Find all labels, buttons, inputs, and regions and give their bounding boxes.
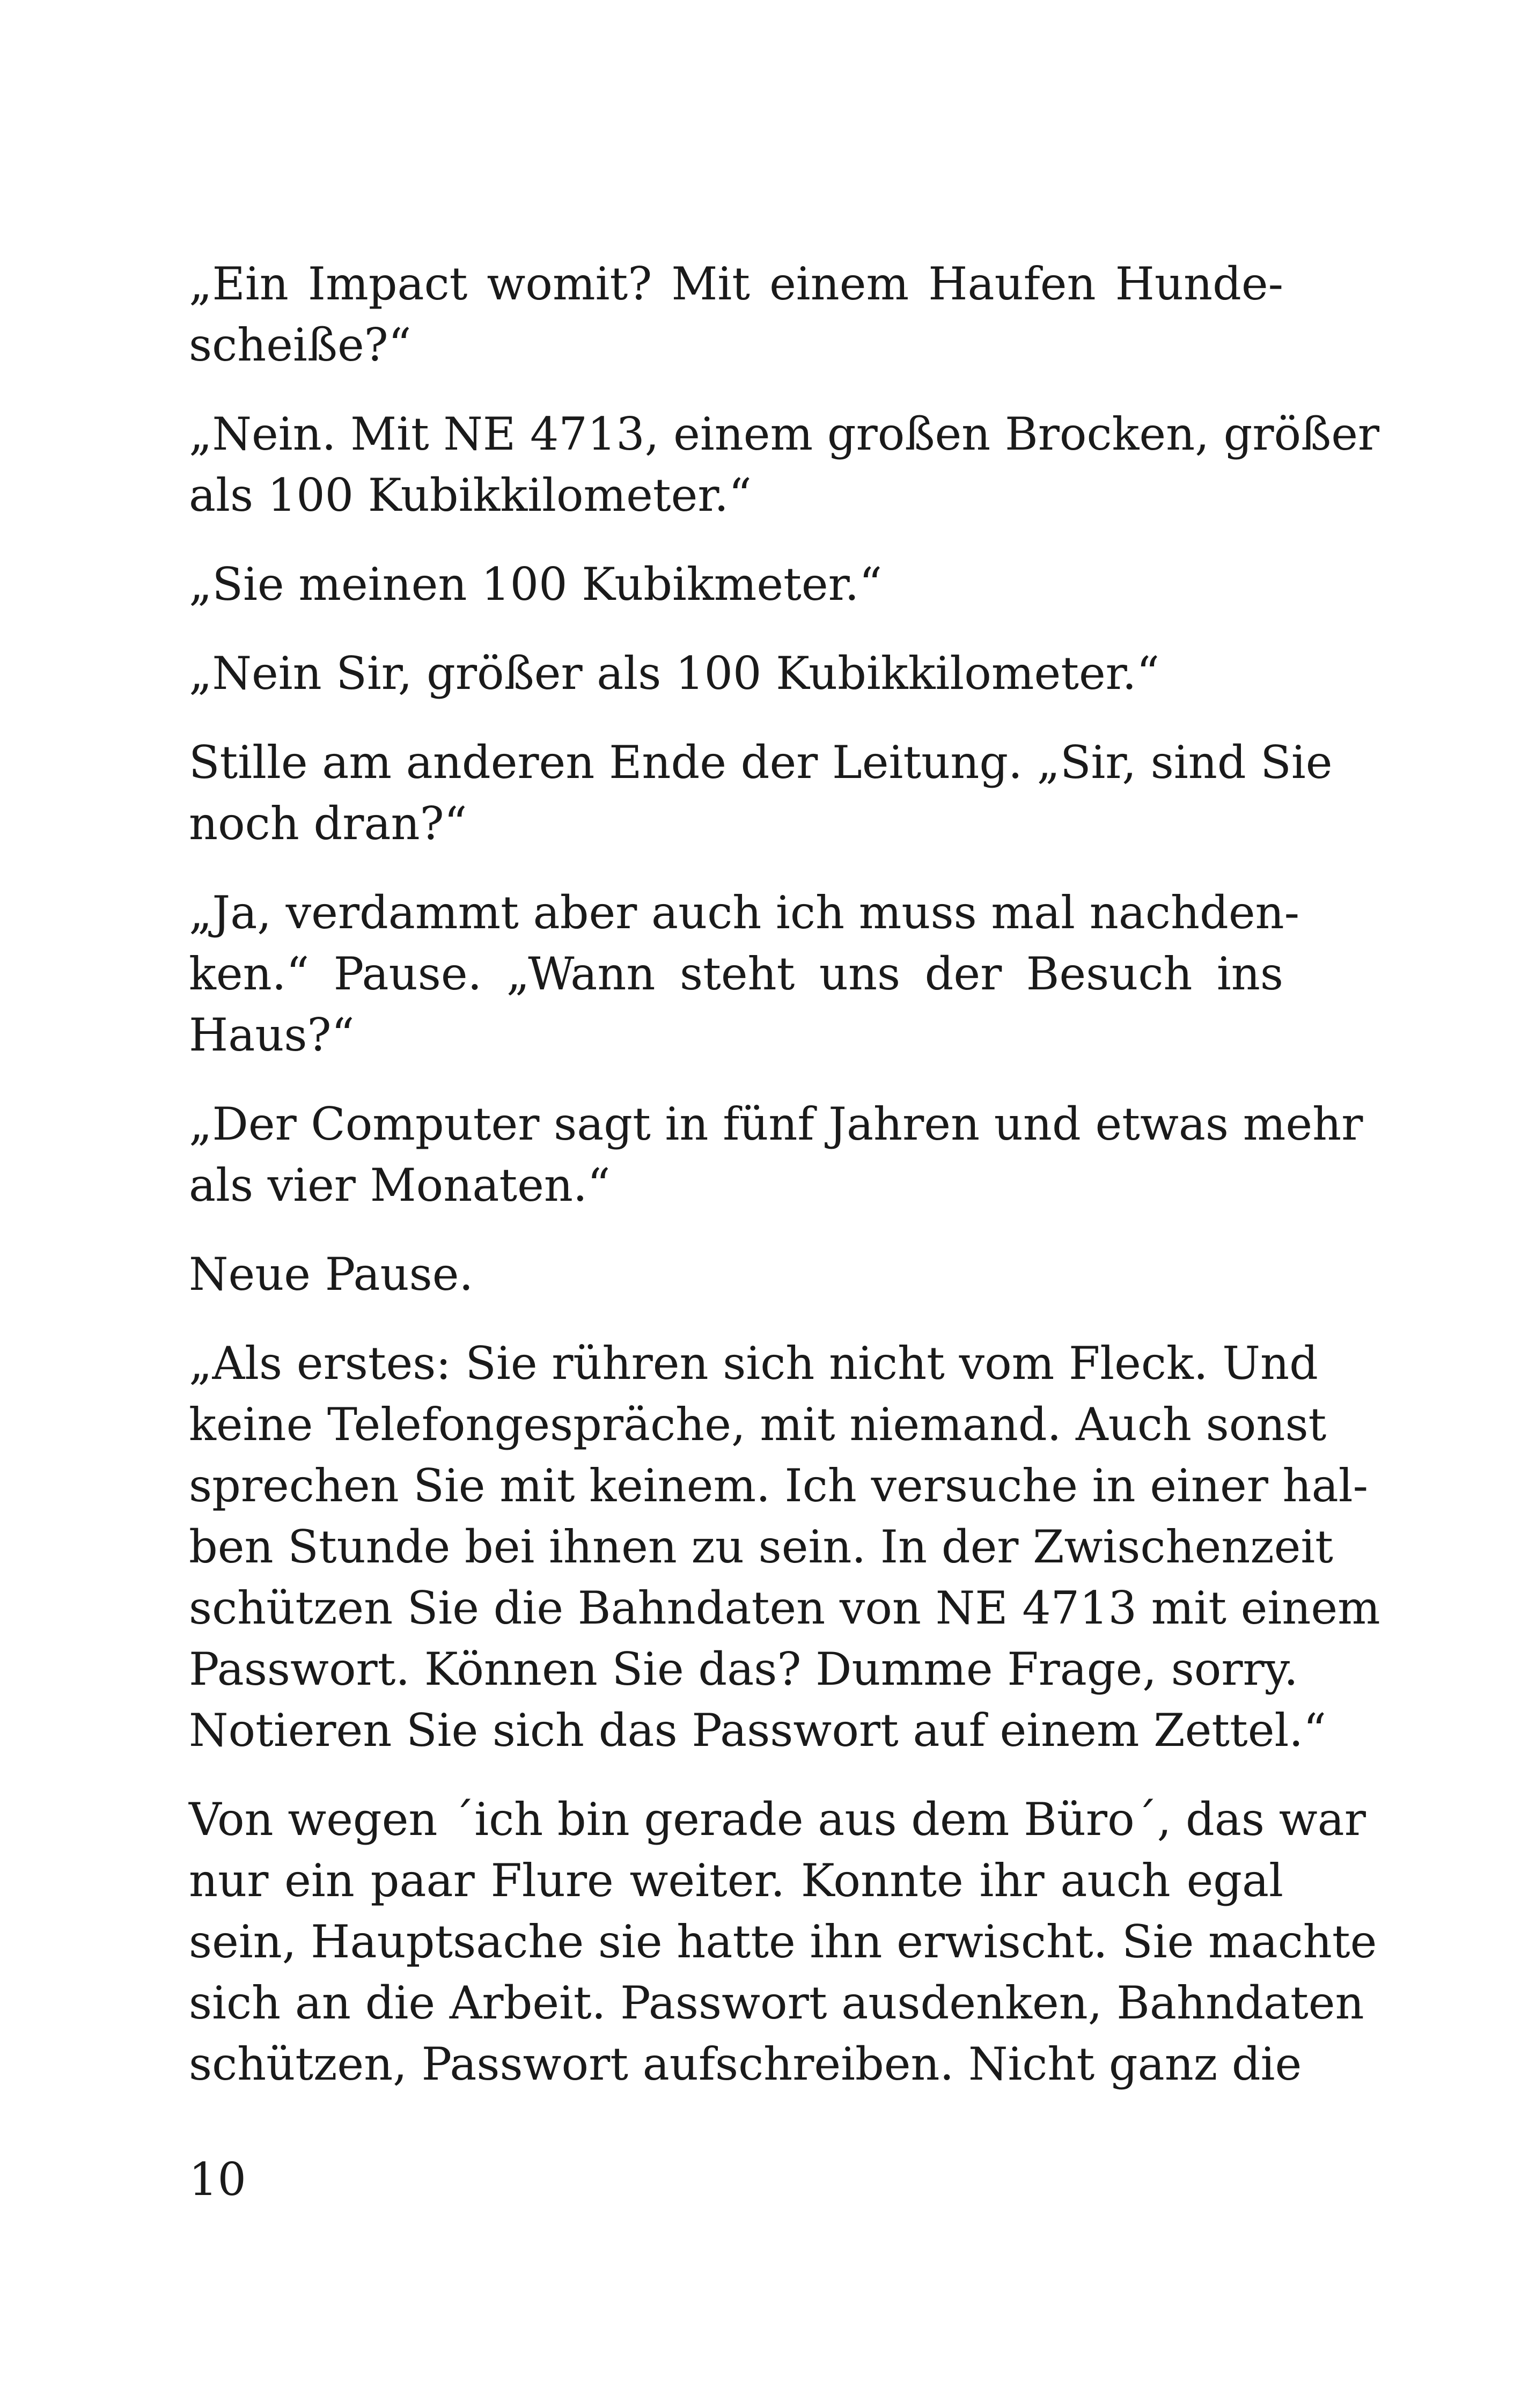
text-line: schützen, Passwort aufschreiben. Nicht ganz die bbox=[189, 2038, 1302, 2090]
text-line: noch dran?“ bbox=[189, 797, 467, 850]
paragraph-9 bbox=[189, 1333, 1380, 1761]
text-line: Haus?“ bbox=[189, 1009, 355, 1061]
text-line: „Der Computer sagt in fünf Jahren und etwas mehr bbox=[189, 1098, 1363, 1150]
text-line: ken.“ Pause. „Wann steht uns der Besuch ins bbox=[189, 948, 1283, 1000]
paragraph-5 bbox=[189, 732, 1333, 854]
text-line: Von wegen ´ich bin gerade aus dem Büro´, das war bbox=[189, 1793, 1366, 1846]
paragraph-4 bbox=[189, 643, 1283, 704]
text-line: „Nein. Mit NE 4713, einem großen Brocken, größer bbox=[189, 408, 1380, 460]
text-line: Stille am anderen Ende der Leitung. „Sir, sind Sie bbox=[189, 736, 1333, 789]
page-number: 10 bbox=[189, 2153, 246, 2206]
text-line: scheiße?“ bbox=[189, 319, 412, 371]
paragraph-2 bbox=[189, 403, 1380, 526]
text-line: Neue Pause. bbox=[189, 1248, 474, 1301]
text-line: als vier Monaten.“ bbox=[189, 1159, 611, 1212]
text-line: schützen Sie die Bahndaten von NE 4713 mit einem bbox=[189, 1582, 1380, 1634]
text-line: „Nein Sir, größer als 100 Kubikkilometer.“ bbox=[189, 647, 1160, 700]
text-line: „Ein Impact womit? Mit einem Haufen Hunde- bbox=[189, 258, 1283, 310]
text-line: sprechen Sie mit keinem. Ich versuche in einer hal- bbox=[189, 1459, 1368, 1512]
paragraph-7 bbox=[189, 1093, 1363, 1216]
paragraph-3 bbox=[189, 554, 1283, 615]
paragraph-8 bbox=[189, 1244, 1283, 1305]
paragraph-1 bbox=[189, 253, 1283, 376]
text-line: sich an die Arbeit. Passwort ausdenken, Bahndaten bbox=[189, 1977, 1364, 2029]
text-line: keine Telefongespräche, mit niemand. Auch sonst bbox=[189, 1398, 1327, 1451]
paragraph-6 bbox=[189, 882, 1300, 1066]
text-line: nur ein paar Flure weiter. Konnte ihr auch egal bbox=[189, 1854, 1283, 1907]
paragraph-10 bbox=[189, 1789, 1377, 2095]
text-line: „Als erstes: Sie rühren sich nicht vom Fleck. Und bbox=[189, 1337, 1318, 1390]
body-text bbox=[189, 253, 1380, 2123]
text-line: „Sie meinen 100 Kubikmeter.“ bbox=[189, 558, 883, 611]
text-line: „Ja, verdammt aber auch ich muss mal nachden- bbox=[189, 886, 1300, 939]
text-line: sein, Hauptsache sie hatte ihn erwischt. Sie machte bbox=[189, 1915, 1377, 1968]
text-line: ben Stunde bei ihnen zu sein. In der Zwischenzeit bbox=[189, 1521, 1333, 1573]
text-line: Passwort. Können Sie das? Dumme Frage, sorry. bbox=[189, 1643, 1298, 1695]
text-line: Notieren Sie sich das Passwort auf einem Zettel.“ bbox=[189, 1704, 1327, 1757]
text-line: als 100 Kubikkilometer.“ bbox=[189, 469, 752, 522]
